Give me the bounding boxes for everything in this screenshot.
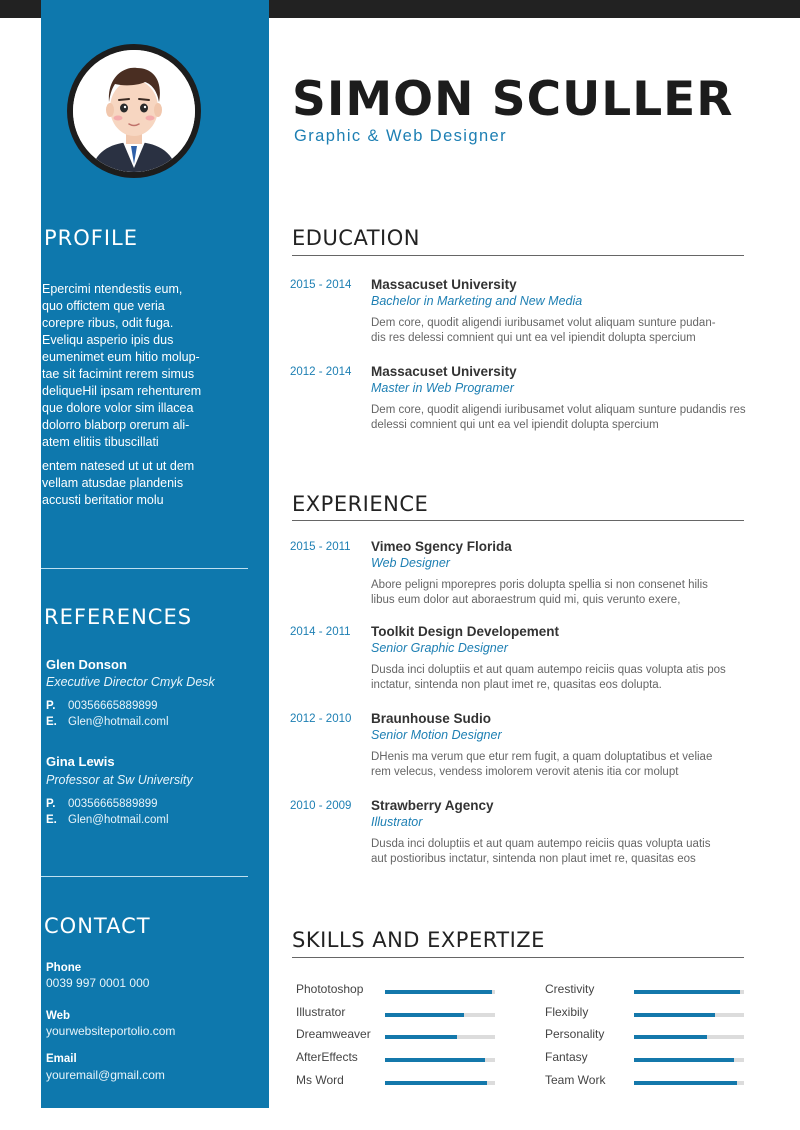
skill-name: Phototoshop (296, 982, 364, 996)
entry-date: 2012 - 2010 (290, 713, 352, 725)
desc-line: dis res delessi comnient qui unt ea vel ipiendit dolupta spercium (371, 332, 696, 344)
desc-line: aut postioribus inctatur, sintenda non plaut imet re, quasitas eos (371, 853, 696, 865)
skills-heading: SKILLS AND EXPERTIZE (292, 928, 545, 952)
profile-line: entem natesed ut ut ut dem (42, 459, 195, 473)
avatar (73, 50, 195, 172)
entry-description (371, 316, 763, 346)
email-label: E. (46, 814, 57, 826)
skill-bar-track (634, 1013, 744, 1017)
reference-phone (46, 798, 158, 810)
entry-title: Web Designer (371, 556, 450, 570)
entry-title: Senior Graphic Designer (371, 641, 508, 655)
desc-line: inctatur, sintenda non plaut imet re, quasitas eos dolupta. (371, 679, 662, 691)
section-rule (292, 255, 744, 256)
entry-organization: Massacuset University (371, 364, 517, 379)
skill-bar-fill (634, 1081, 737, 1085)
profile-line: dolorro blaborp orerum ali- (42, 418, 190, 432)
contact-heading: CONTACT (44, 914, 151, 938)
profile-line: corepre ribus, odit fuga. (42, 316, 174, 330)
sidebar-divider (41, 568, 248, 569)
profile-line: Eveliqu asperio ipis dus (42, 333, 174, 347)
skill-name: Dreamweaver (296, 1027, 371, 1041)
skill-name: AfterEffects (296, 1050, 358, 1064)
sidebar-divider (41, 876, 248, 877)
profile-line: deliqueHil ipsam rehenturem (42, 384, 202, 398)
desc-line: Dusda inci doluptiis et aut quam autempo reiciis quas volupta uatis (371, 838, 711, 850)
skill-bar-track (385, 1058, 495, 1062)
skill-bar-track (634, 1058, 744, 1062)
contact-web-label: Web (46, 1010, 71, 1022)
reference-role: Professor at Sw University (46, 773, 193, 787)
entry-organization: Strawberry Agency (371, 798, 494, 813)
contact-email-label: Email (46, 1053, 77, 1065)
entry-title: Senior Motion Designer (371, 728, 502, 742)
skill-bar-track (385, 990, 495, 994)
profile-line: accusti beritatior molu (42, 493, 164, 507)
profile-line: eumenimet eum hitio molup- (42, 350, 200, 364)
desc-line: rem velecus, vendess imolorem verovit atenis itia cor molupt (371, 766, 679, 778)
entry-organization: Massacuset University (371, 277, 517, 292)
skill-name: Ms Word (296, 1073, 344, 1087)
skill-bar-track (634, 1081, 744, 1085)
desc-line: Dem core, quodit aligendi iuribusamet volut aliquam sunture pudandis res (371, 404, 746, 416)
profile-line: atem elitiis tibuscillati (42, 435, 159, 449)
entry-description (371, 663, 763, 693)
section-rule (292, 520, 744, 521)
profile-text-2 (42, 458, 257, 509)
skill-name: Flexibily (545, 1005, 589, 1019)
reference-name: Glen Donson (46, 657, 127, 672)
entry-date: 2015 - 2014 (290, 279, 352, 291)
skill-bar-fill (385, 1058, 485, 1062)
entry-date: 2012 - 2014 (290, 366, 352, 378)
email-value: Glen@hotmail.coml (68, 716, 169, 728)
email-value: Glen@hotmail.coml (68, 814, 169, 826)
skill-name: Crestivity (545, 982, 595, 996)
desc-line: Abore peligni mporepres poris dolupta spellia si non consenet hilis (371, 579, 708, 591)
skill-bar-fill (385, 1035, 457, 1039)
section-rule (292, 957, 744, 958)
skill-bar-fill (634, 1035, 707, 1039)
entry-organization: Toolkit Design Developement (371, 624, 560, 639)
entry-title: Illustrator (371, 815, 423, 829)
profile-line: que dolore volor sim illacea (42, 401, 194, 415)
entry-date: 2015 - 2011 (290, 541, 351, 553)
entry-degree: Bachelor in Marketing and New Media (371, 294, 583, 308)
entry-date: 2010 - 2009 (290, 800, 352, 812)
skill-bar-track (634, 990, 744, 994)
profile-text-1 (42, 281, 257, 451)
skill-bar-track (385, 1081, 495, 1085)
reference-email (46, 716, 169, 728)
skill-bar-fill (634, 990, 740, 994)
skill-bar-fill (385, 1081, 487, 1085)
skill-name: Personality (545, 1027, 605, 1041)
entry-description (371, 578, 763, 608)
reference-phone (46, 700, 158, 712)
skill-bar-fill (385, 1013, 464, 1017)
phone-label: P. (46, 700, 56, 712)
entry-organization: Braunhouse Sudio (371, 711, 492, 726)
reference-name: Gina Lewis (46, 754, 115, 769)
skill-bar-track (634, 1035, 744, 1039)
skill-bar-fill (385, 990, 492, 994)
entry-description (371, 837, 763, 867)
desc-line: Dusda inci doluptiis et aut quam autempo reiciis quas volupta atis pos (371, 664, 726, 676)
profile-line: Epercimi ntendestis eum, (42, 282, 183, 296)
skill-name: Fantasy (545, 1050, 588, 1064)
phone-label: P. (46, 798, 56, 810)
profile-line: tae sit facimint rerem simus (42, 367, 195, 381)
skill-name: Team Work (545, 1073, 606, 1087)
skill-bar-track (385, 1013, 495, 1017)
reference-email (46, 814, 169, 826)
profile-line: quo offictem que veria (42, 299, 165, 313)
skill-name: Illustrator (296, 1005, 346, 1019)
phone-value: 00356665889899 (68, 700, 158, 712)
candidate-role: Graphic & Web Designer (294, 127, 507, 145)
skill-bar-track (385, 1035, 495, 1039)
experience-heading: EXPERIENCE (292, 492, 429, 516)
contact-phone: 0039 997 0001 000 (46, 976, 150, 990)
education-heading: EDUCATION (292, 226, 420, 250)
entry-description (371, 403, 763, 433)
reference-role: Executive Director Cmyk Desk (46, 675, 215, 689)
desc-line: DHenis ma verum que etur rem fugit, a quam doluptatibus et veliae (371, 751, 713, 763)
entry-description (371, 750, 763, 780)
profile-line: vellam atusdae plandenis (42, 476, 184, 490)
phone-value: 00356665889899 (68, 798, 158, 810)
skill-bar-fill (634, 1013, 715, 1017)
skill-bar-fill (634, 1058, 734, 1062)
desc-line: Dem core, quodit aligendi iuribusamet volut aliquam sunture pudan- (371, 317, 716, 329)
contact-email: youremail@gmail.com (46, 1068, 165, 1082)
profile-heading: PROFILE (44, 226, 139, 250)
entry-organization: Vimeo Sgency Florida (371, 539, 512, 554)
contact-web: yourwebsiteportolio.com (46, 1024, 176, 1038)
entry-date: 2014 - 2011 (290, 626, 351, 638)
references-heading: REFERENCES (44, 605, 193, 629)
email-label: E. (46, 716, 57, 728)
avatar-illustration (73, 50, 195, 172)
desc-line: delessi comnient qui unt ea vel ipiendit dolupta spercium (371, 419, 659, 431)
desc-line: libus eum dolor aut aboraestrum quid mi, quis verunto exere, (371, 594, 681, 606)
candidate-name: SIMON SCULLER (292, 72, 734, 127)
entry-degree: Master in Web Programer (371, 381, 514, 395)
contact-phone-label: Phone (46, 962, 82, 974)
